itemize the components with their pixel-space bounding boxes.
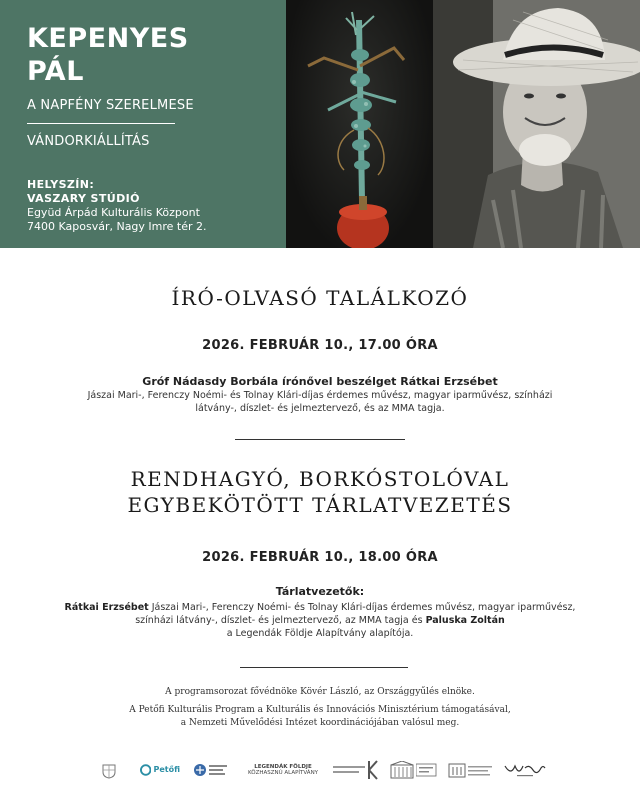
artist-name-line1: KEPENYES (27, 23, 189, 54)
event2-guide1: Rátkai Erzsébet (64, 602, 149, 613)
support-line2: a Nemzeti Művelődési Intézet koordinációjában valósul meg. (180, 718, 460, 728)
event1-desc-line2: látvány-, díszlet- és jelmeztervező, és az MMA tagja. (195, 402, 445, 414)
support-text (40, 704, 600, 730)
kulturalis-kozpont-logo (446, 758, 496, 782)
exhibition-type: VÁNDORKIÁLLÍTÁS (27, 134, 150, 149)
event1-description (60, 390, 580, 415)
event2-guides-label: Tárlatvezetők: (275, 585, 365, 598)
banner-text-panel (0, 0, 286, 248)
event1-date: 2026. FEBRUÁR 10., 17.00 ÓRA (202, 338, 438, 353)
vaszary-logo (502, 758, 548, 782)
petofi-logo-text: Petőfi (153, 765, 180, 774)
venue-label: HELYSZÍN: (27, 178, 95, 191)
event2-guide2: Paluska Zoltán (425, 615, 505, 626)
event2-desc-part2: a Legendák Földje Alapítvány alapítója. (226, 628, 414, 639)
legendak-logo-line2: KÖZHASZNÚ ALAPÍTVÁNY (247, 770, 319, 776)
government-crest-logo (92, 756, 126, 786)
event1-title: Gróf Nádasdy Borbála írónővel beszélget Rátkai Erzsébet (142, 375, 498, 388)
csiky-szinhaz-logo (388, 758, 440, 782)
patron-text: A programsorozat fővédnöke Kövér László, az Országgyűlés elnöke. (165, 687, 475, 697)
venue-block (27, 178, 207, 234)
petofi-logo (140, 760, 180, 780)
portrait-illustration (433, 0, 640, 248)
sculpture-photo (286, 0, 433, 248)
section-divider-2 (240, 667, 408, 668)
legendak-logo-line1: LEGENDÁK FÖLDJE (254, 764, 312, 770)
event1-desc-line1: Jászai Mari-, Ferenczy Noémi- és Tolnay Klári-díjas érdemes művész, magyar iparművész, színházi (87, 390, 553, 401)
section-divider-1 (235, 439, 405, 440)
sponsor-logos (0, 752, 640, 792)
artist-name (27, 22, 286, 88)
kaposvar-logo (330, 756, 382, 784)
event2-desc-part1: Jászai Mari-, Ferenczy Noémi- és Tolnay Klári-díjas érdemes művész, magyar iparművész, színházi látvány-, díszlet- és jelmeztervező, az MMA tagja és (135, 602, 576, 626)
event2-heading-line1: RENDHAGYÓ, BORKÓSTOLÓVAL (130, 467, 510, 491)
event2-heading-line2: EGYBEKÖTÖTT TÁRLATVEZETÉS (127, 493, 513, 517)
event2-description (60, 601, 580, 640)
artist-portrait-photo (433, 0, 640, 248)
exhibition-subtitle: A NAPFÉNY SZERELMESE (27, 98, 194, 113)
sculpture-illustration (286, 0, 433, 248)
legendak-foldje-logo (238, 758, 328, 782)
header-banner (0, 0, 640, 248)
event2-date: 2026. FEBRUÁR 10., 18.00 ÓRA (202, 550, 438, 565)
venue-organization: Együd Árpád Kulturális Központ (27, 206, 200, 219)
venue-name: VASZARY STÚDIÓ (27, 192, 140, 205)
venue-address: 7400 Kaposvár, Nagy Imre tér 2. (27, 220, 207, 233)
support-line1: A Petőfi Kulturális Program a Kulturális és Innovációs Minisztérium támogatásával, (129, 705, 511, 715)
nmi-logo (190, 758, 232, 782)
banner-divider (27, 123, 175, 124)
artist-name-line2: PÁL (27, 56, 84, 87)
event1-heading: ÍRÓ-OLVASÓ TALÁLKOZÓ (171, 286, 469, 310)
event2-heading (0, 466, 640, 518)
